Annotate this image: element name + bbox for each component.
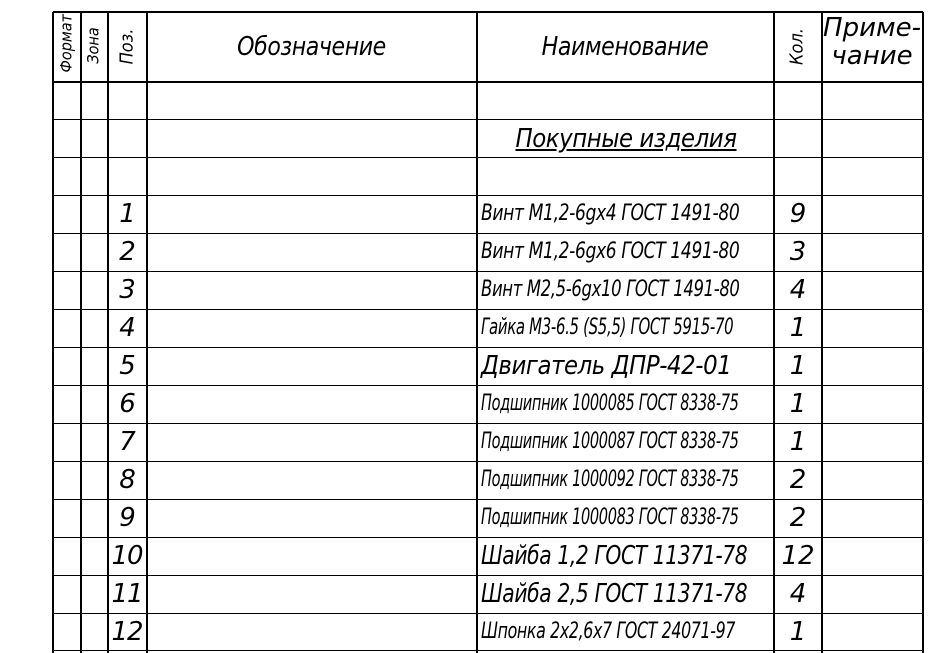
row-name: Шайба 1,2 ГОСТ 11371-78 bbox=[481, 541, 748, 571]
row-name: Подшипник 1000087 ГОСТ 8338-75 bbox=[481, 429, 739, 454]
row-pos: 5 bbox=[119, 351, 135, 381]
row-pos: 7 bbox=[119, 427, 135, 457]
section-title: Покупные изделия bbox=[515, 124, 737, 154]
row-qty: 2 bbox=[789, 465, 807, 495]
row-name: Двигатель ДПР-42-01 bbox=[481, 351, 732, 381]
row-qty: 1 bbox=[789, 389, 807, 419]
row-name: Шпонка 2x2,6x7 ГОСТ 24071-97 bbox=[481, 619, 736, 644]
row-name: Винт M1,2-6gx4 ГОСТ 1491-80 bbox=[481, 201, 740, 226]
header-note-line1: Приме- bbox=[823, 13, 921, 43]
column-border bbox=[146, 12, 148, 653]
row-pos: 8 bbox=[119, 465, 135, 495]
column-border bbox=[476, 12, 478, 653]
row-qty: 9 bbox=[789, 199, 807, 229]
row-name: Подшипник 1000083 ГОСТ 8338-75 bbox=[481, 505, 739, 530]
row-pos: 11 bbox=[111, 579, 143, 609]
row-name: Шайба 2,5 ГОСТ 11371-78 bbox=[481, 579, 748, 609]
row-divider bbox=[53, 650, 923, 651]
row-pos: 10 bbox=[111, 541, 143, 571]
row-qty: 1 bbox=[789, 351, 807, 381]
row-pos: 4 bbox=[119, 313, 135, 343]
row-qty: 1 bbox=[789, 427, 807, 457]
header-qty: Кол. bbox=[786, 28, 808, 65]
row-qty: 12 bbox=[781, 541, 815, 571]
row-pos: 1 bbox=[119, 199, 135, 229]
row-qty: 2 bbox=[789, 503, 807, 533]
column-border bbox=[80, 12, 82, 653]
header-note bbox=[822, 14, 922, 70]
column-border bbox=[922, 12, 924, 653]
header-pos: Поз. bbox=[116, 28, 138, 65]
header-designation: Обозначение bbox=[237, 31, 386, 62]
header-bottom-border bbox=[53, 81, 923, 83]
header-name: Наименование bbox=[541, 31, 709, 62]
row-qty: 4 bbox=[789, 579, 807, 609]
row-name: Винт M2,5-6gx10 ГОСТ 1491-80 bbox=[481, 277, 740, 302]
row-divider bbox=[53, 119, 923, 120]
row-pos: 12 bbox=[111, 617, 143, 647]
column-border bbox=[52, 12, 54, 653]
header-zone: Зона bbox=[83, 27, 103, 64]
row-name: Подшипник 1000092 ГОСТ 8338-75 bbox=[481, 467, 739, 492]
column-border bbox=[821, 12, 823, 653]
row-qty: 4 bbox=[789, 275, 807, 305]
header-note-line2: чание bbox=[831, 41, 913, 71]
row-name: Подшипник 1000085 ГОСТ 8338-75 bbox=[481, 391, 739, 416]
row-pos: 2 bbox=[119, 237, 135, 267]
row-name: Гайка M3-6.5 (S5,5) ГОСТ 5915-70 bbox=[481, 315, 734, 340]
row-pos: 3 bbox=[119, 275, 135, 305]
row-divider bbox=[53, 157, 923, 158]
row-qty: 3 bbox=[789, 237, 807, 267]
row-qty: 1 bbox=[789, 617, 807, 647]
row-qty: 1 bbox=[789, 313, 807, 343]
row-pos: 6 bbox=[119, 389, 135, 419]
row-pos: 9 bbox=[119, 503, 135, 533]
header-format: Формат bbox=[56, 14, 76, 73]
row-name: Винт M1,2-6gx6 ГОСТ 1491-80 bbox=[481, 239, 740, 264]
